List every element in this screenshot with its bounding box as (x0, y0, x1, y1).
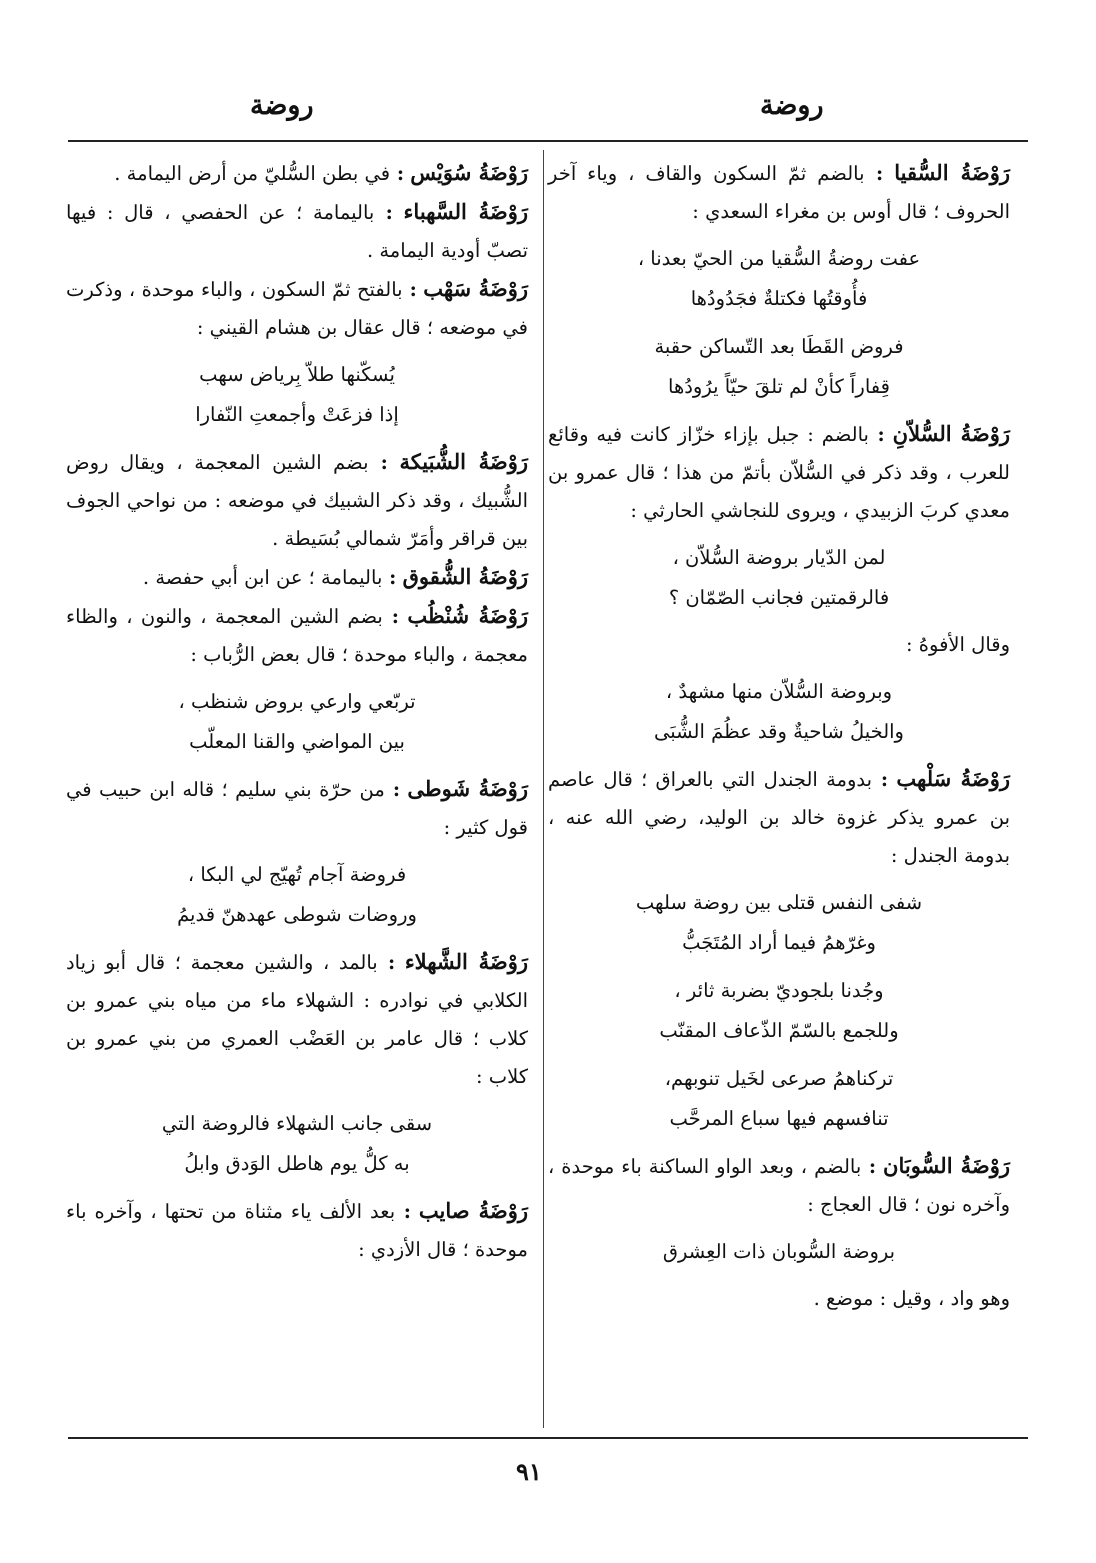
entry-rawdat-salhab (548, 760, 1010, 875)
verse-line: فروضة آجام تُهيّج لي البكا ، (187, 863, 407, 886)
entry-term: رَوْضَةُ الشُّقوق (402, 564, 528, 589)
verse-line: وبروضة السُّلاّن منها مشهدٌ ، (665, 680, 893, 703)
entry-text: بالضم ثمّ السكون والقاف ، وياء آخر الحروف ؛ قال أوس بن مغراء السعدي : (548, 162, 1010, 223)
entry-rawdat-al-shuquq (66, 558, 528, 597)
entry-text: في بطن السُّليّ من أرض اليمامة . (114, 162, 391, 185)
footer-rule (68, 1437, 1028, 1439)
entry-term: رَوْضَةُ شَوطى (407, 776, 528, 801)
entry-text: بالضم : جبل بإزاء خزّاز كانت فيه وقائع للعرب ، وقد ذكر في السُّلاّن بأتمّ من هذا ؛ قال عمرو بن معدي كربَ الزبيدي ، ويروى للنجاشي الحارثي : (548, 423, 1010, 522)
term-colon: : (377, 951, 396, 974)
entry-rawdat-shunzub (66, 597, 528, 674)
term-colon: : (382, 605, 399, 628)
verse-line: تربّعي وارعي بروض شنظب ، (178, 690, 416, 713)
verse-line: وغرّهمُ فيما أراد المُتَجَبُّ (682, 931, 876, 954)
term-colon: : (390, 162, 405, 185)
entry-text: بالمد ، والشين معجمة ؛ قال أبو زياد الكلابي في نوادره : الشهلاء ماء من مياه بني عمرو بن كلاب ؛ قال عامر بن العَضْب العمري من بني عمرو بن كلاب : (66, 951, 528, 1088)
verse-line: فأُوقتُها فكتلةٌ فجَدُودُها (690, 287, 868, 310)
verse-block (548, 672, 1010, 752)
verse-line: إذا فزعَتْ وأجمعتِ النّفارا (195, 403, 399, 426)
term-colon: : (861, 1155, 877, 1178)
entry-rawdat-al-sullan (548, 415, 1010, 530)
verse-line: تنافسهم فيها سباع المرحَّب (669, 1107, 889, 1130)
term-colon: : (402, 278, 417, 301)
entry-term: رَوْضَةُ السَّهباء (403, 199, 528, 224)
verse-line: وروضات شوطى عهدهنّ قديمُ (177, 903, 417, 926)
verse-line: فالرقمتين فجانب الصّمّان ؟ (668, 586, 890, 609)
term-colon: : (395, 1200, 411, 1223)
entry-rawdat-sayib (66, 1192, 528, 1269)
entry-text: بدومة الجندل التي بالعراق ؛ قال عاصم بن عمرو يذكر غزوة خالد بن الوليد، رضي الله عنه ، بدومة الجندل : (548, 768, 1010, 867)
entry-text: من حرّة بني سليم ؛ قاله ابن حبيب في قول كثير : (66, 778, 528, 839)
entry-term: رَوْضَةُ سَهْب (423, 276, 528, 301)
verse-block (548, 971, 1010, 1051)
verse-block (66, 355, 528, 435)
term-colon: : (368, 451, 388, 474)
entry-term: رَوْضَةُ سَلْهب (896, 766, 1010, 791)
verse-block (548, 1232, 1010, 1272)
entry-term: رَوْضَةُ السُّقيا (894, 160, 1010, 185)
verse-line: وجُدنا بلجوديّ بضربة ثائر ، (674, 979, 884, 1002)
verse-block (548, 883, 1010, 963)
verse-line: وللجمع بالسّمّ الذّعاف المقنّب (659, 1019, 899, 1042)
verse-block (548, 327, 1010, 407)
verse-block (548, 1059, 1010, 1139)
entry-rawdat-al-shubayka (66, 443, 528, 558)
verse-line: به كلُّ يوم هاطل الوَدق وابلُ (184, 1152, 410, 1175)
entry-continuation: وهو واد ، وقيل : موضع . (813, 1287, 1010, 1310)
entry-term: رَوْضَةُ صايب (418, 1198, 528, 1223)
verse-line: شفى النفس قتلى بين روضة سلهب (635, 891, 923, 914)
verse-line: فروض القَطَا بعد التّساكن حقبة (654, 335, 904, 358)
entry-rawdat-shawta (66, 770, 528, 847)
entry-rawdat-al-suban (548, 1147, 1010, 1224)
entry-text: بضم الشين المعجمة ، ويقال روض الشُّبيك ، وقد ذكر الشبيك في موضعه : من نواحي الجوف بين قراقر وأمَرّ شمالي بُسَيطة . (66, 451, 528, 550)
column-divider (543, 150, 544, 1428)
verse-line: بروضة السُّوبان ذات العِشرق (662, 1240, 896, 1263)
entry-term: رَوْضَةُ الشُّبَيكة (399, 449, 529, 474)
entry-term: رَوْضَةُ سُوَيْس (410, 160, 528, 185)
verse-line: والخيلُ شاحيةٌ وقد عظُمَ الشُّبَى (654, 720, 904, 743)
verse-block (548, 239, 1010, 319)
left-column (66, 154, 528, 1269)
entry-text: باليمامة ؛ عن الحفصي ، قال : فيها تصبّ أودية اليمامة . (66, 201, 528, 262)
term-colon: : (374, 201, 393, 224)
entry-text: بالفتح ثمّ السكون ، والباء موحدة ، وذكرت في موضعه ؛ قال عقال بن هشام القيني : (66, 278, 528, 339)
running-header-left: روضة (250, 90, 314, 121)
verse-line: يُسكّنها طلاّ بِرياض سهب (199, 363, 395, 386)
entry-rawdat-al-sahba (66, 193, 528, 270)
entry-rawdat-al-suqya (548, 154, 1010, 231)
entry-rawdat-sahb (66, 270, 528, 347)
entry-text: بضم الشين المعجمة ، والنون ، والظاء معجمة ، والباء موحدة ؛ قال بعض الرُّباب : (66, 605, 528, 666)
verse-block (66, 855, 528, 935)
entry-term: رَوْضَةُ شُنْظُب (407, 603, 528, 628)
entry-text: بعد الألف ياء مثناة من تحتها ، وآخره باء موحدة ؛ قال الأزدي : (66, 1200, 528, 1261)
entry-term: رَوْضَةُ السُّوبَان (883, 1153, 1010, 1178)
verse-line: تركناهمُ صرعى لخَيل تنوبهم، (664, 1067, 894, 1090)
entry-term: رَوْضَةُ السُّلاّنِ (892, 421, 1010, 446)
verse-line: لمن الدّيار بروضة السُّلاّن ، (672, 546, 886, 569)
term-colon: : (864, 162, 884, 185)
verse-line: بين المواضي والقنا المعلّب (189, 730, 405, 753)
verse-line: قِفاراً كأنْ لم تلقَ حيّاً يرُودُها (668, 375, 890, 398)
entry-rawdat-suways (66, 154, 528, 193)
verse-line: سقى جانب الشهلاء فالروضة التي (161, 1112, 433, 1135)
right-column (548, 154, 1010, 1318)
term-colon: : (868, 423, 885, 446)
entry-continuation: وقال الأفوهُ : (906, 633, 1010, 656)
verse-block (66, 1104, 528, 1184)
entry-text: باليمامة ؛ عن ابن أبي حفصة . (142, 566, 383, 589)
verse-line: عفت روضةُ السُّقيا من الحيّ بعدنا ، (637, 247, 921, 270)
term-colon: : (872, 768, 889, 791)
page-number: ٩١ (516, 1457, 542, 1486)
verse-block (548, 538, 1010, 618)
verse-block (66, 682, 528, 762)
running-header-right: روضة (760, 90, 824, 121)
term-colon: : (384, 778, 401, 801)
header-rule (68, 140, 1028, 142)
entry-term: رَوْضَةُ الشَّهلاء (404, 949, 528, 974)
entry-rawdat-al-shahla (66, 943, 528, 1096)
term-colon: : (382, 566, 397, 589)
entry-text: بالضم ، وبعد الواو الساكنة باء موحدة ، وآخره نون ؛ قال العجاج : (548, 1155, 1010, 1216)
